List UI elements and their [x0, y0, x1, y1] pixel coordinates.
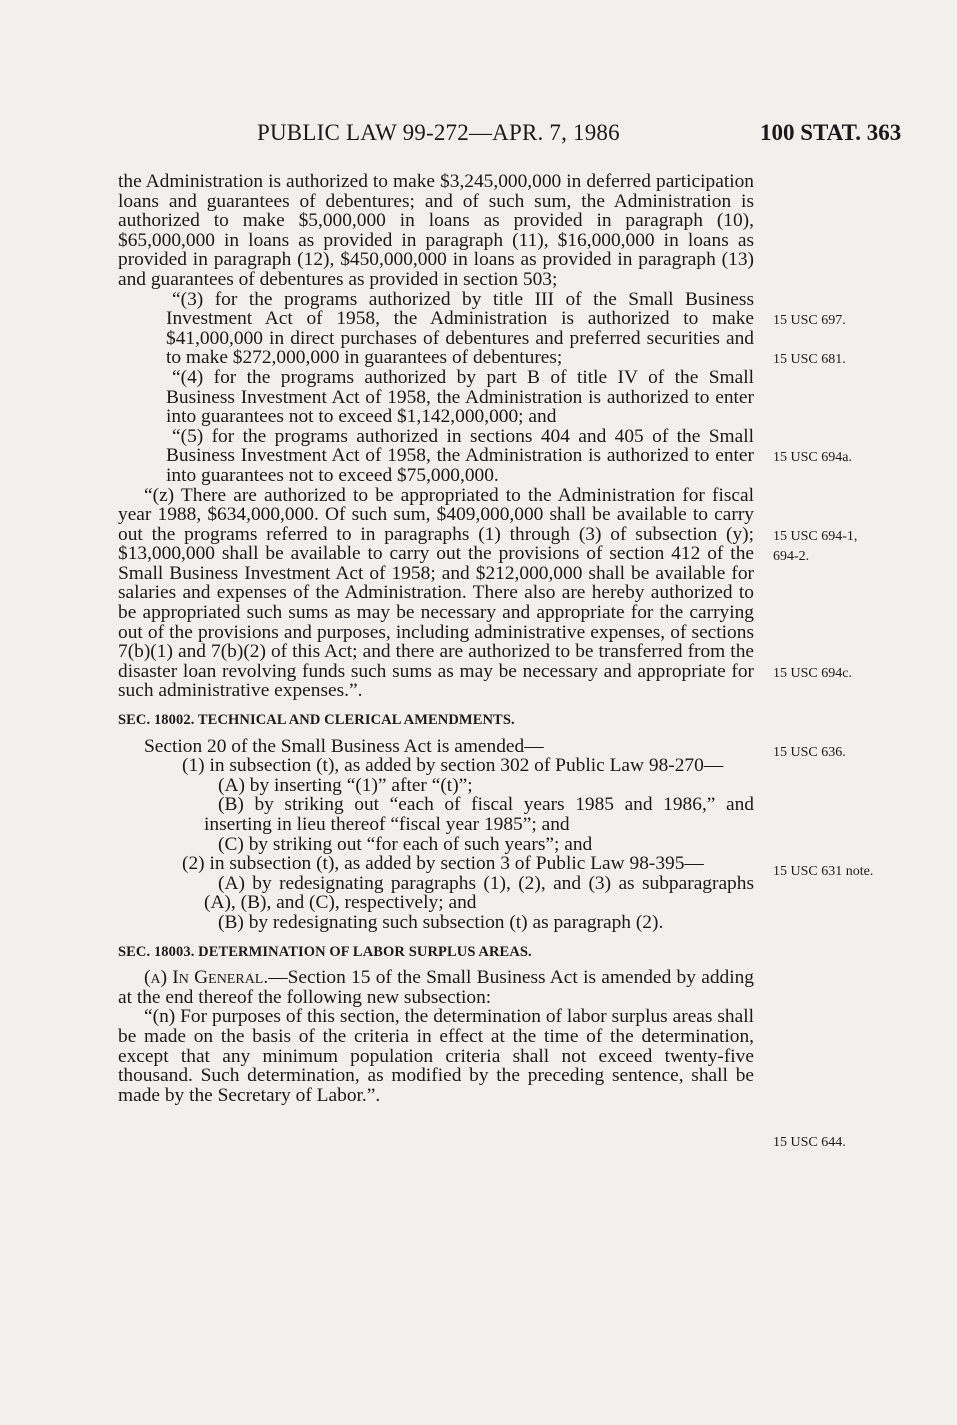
margin-note-694c: 15 USC 694c. [773, 666, 852, 681]
section-18002-item-2: (2) in subsection (t), as added by section 3 of Public Law 98-395— [182, 853, 704, 875]
paragraph-3: “(3) for the programs authorized by title III of the Small Business Investment Act of 1958, the Administration is authorized to make $41,000,000 in direct purchases of debentures and preferred securities and to make $272,000,000 in guarantees of debentures; [166, 288, 754, 369]
section-18002-item-1: (1) in subsection (t), as added by section 302 of Public Law 98-270— [182, 755, 724, 777]
section-18002-item-2B: (B) by redesignating such subsection (t) as paragraph (2). [218, 911, 664, 933]
section-18002-item-1B: (B) by striking out “each of fiscal years 1985 and 1986,” and inserting in lieu thereof “fiscal year 1985”; and [204, 794, 754, 835]
section-18003-heading: SEC. 18003. DETERMINATION OF LABOR SURPLUS AREAS. [118, 943, 532, 960]
margin-note-631: 15 USC 631 note. [773, 864, 874, 879]
paragraph-continued: the Administration is authorized to make $3,245,000,000 in deferred participation loans and guarantees of debentures; and of such sum, the Administration is authorized to make $5,000,000 in loans as provided in paragraph (10), $65,000,000 in loans as provided in paragraph (11), $16,000,000 in loans as provided in paragraph (12), $450,000,000 in loans as provided in paragraph (13) and guarantees of debentures as provided in section 503; [118, 171, 754, 290]
margin-note-697: 15 USC 697. [773, 313, 846, 328]
statute-page-number: 100 STAT. 363 [760, 120, 902, 145]
margin-note-681: 15 USC 681. [773, 352, 846, 367]
section-18002-item-2A: (A) by redesignating paragraphs (1), (2), and (3) as subparagraphs (A), (B), and (C), respectively; and [204, 872, 754, 914]
section-18003-a [118, 968, 754, 1007]
paragraph-4: “(4) for the programs authorized by part B of title IV of the Small Business Investment Act of 1958, the Administration is authorized to enter into guarantees not to exceed $1,142,000,000; and [166, 366, 754, 428]
section-18003-a-label: (a) In General. [144, 967, 269, 989]
section-18002-heading: SEC. 18002. TECHNICAL AND CLERICAL AMENDMENTS. [118, 712, 515, 729]
subsection-n: “(n) For purposes of this section, the determination of labor surplus areas shall be made on the basis of the criteria in effect at the time of the determination, except that any minimum population criteria shall not exceed twenty-five thousand. Such determination, as modified by the preceding sentence, shall be made by the Secretary of Labor.”. [118, 1006, 754, 1106]
document-body [118, 172, 754, 1105]
section-18002-intro: Section 20 of the Small Business Act is amended— [144, 735, 544, 757]
running-header-title: PUBLIC LAW 99-272—APR. 7, 1986 [257, 120, 620, 145]
margin-note-694-1: 15 USC 694-1, 694-2. [773, 529, 858, 564]
margin-note-694a: 15 USC 694a. [773, 450, 852, 465]
subsection-z: “(z) There are authorized to be appropriated to the Administration for fiscal year 1988, $634,000,000. Of such sum, $409,000,000 shall be available to carry out the programs referred to in paragraphs (1) through (3) of subsection (y); $13,000,000 shall be available to carry out the provisions of section 412 of the Small Business Investment Act of 1958; and $212,000,000 shall be available for salaries and expenses of the Administration. There also are hereby authorized to be appropriated such sums as may be necessary and appropriate for the carrying out of the provisions and purposes, including administrative expenses, of sections 7(b)(1) and 7(b)(2) of this Act; and there are authorized to be transferred from the disaster loan revolving funds such sums as may be necessary and appropriate for such administrative expenses.”. [118, 484, 754, 702]
section-18003-a-text: —Section 15 of the Small Business Act is amended by adding at the end thereof the following new subsection: [118, 967, 754, 1008]
section-18002-item-1C: (C) by striking out “for each of such years”; and [218, 833, 593, 855]
margin-note-636: 15 USC 636. [773, 745, 846, 760]
paragraph-5: “(5) for the programs authorized in sections 404 and 405 of the Small Business Investment Act of 1958, the Administration is authorized to enter into guarantees not to exceed $75,000,000. [166, 425, 754, 486]
section-18002-item-1A: (A) by inserting “(1)” after “(t)”; [218, 774, 473, 796]
margin-note-644: 15 USC 644. [773, 1135, 846, 1150]
